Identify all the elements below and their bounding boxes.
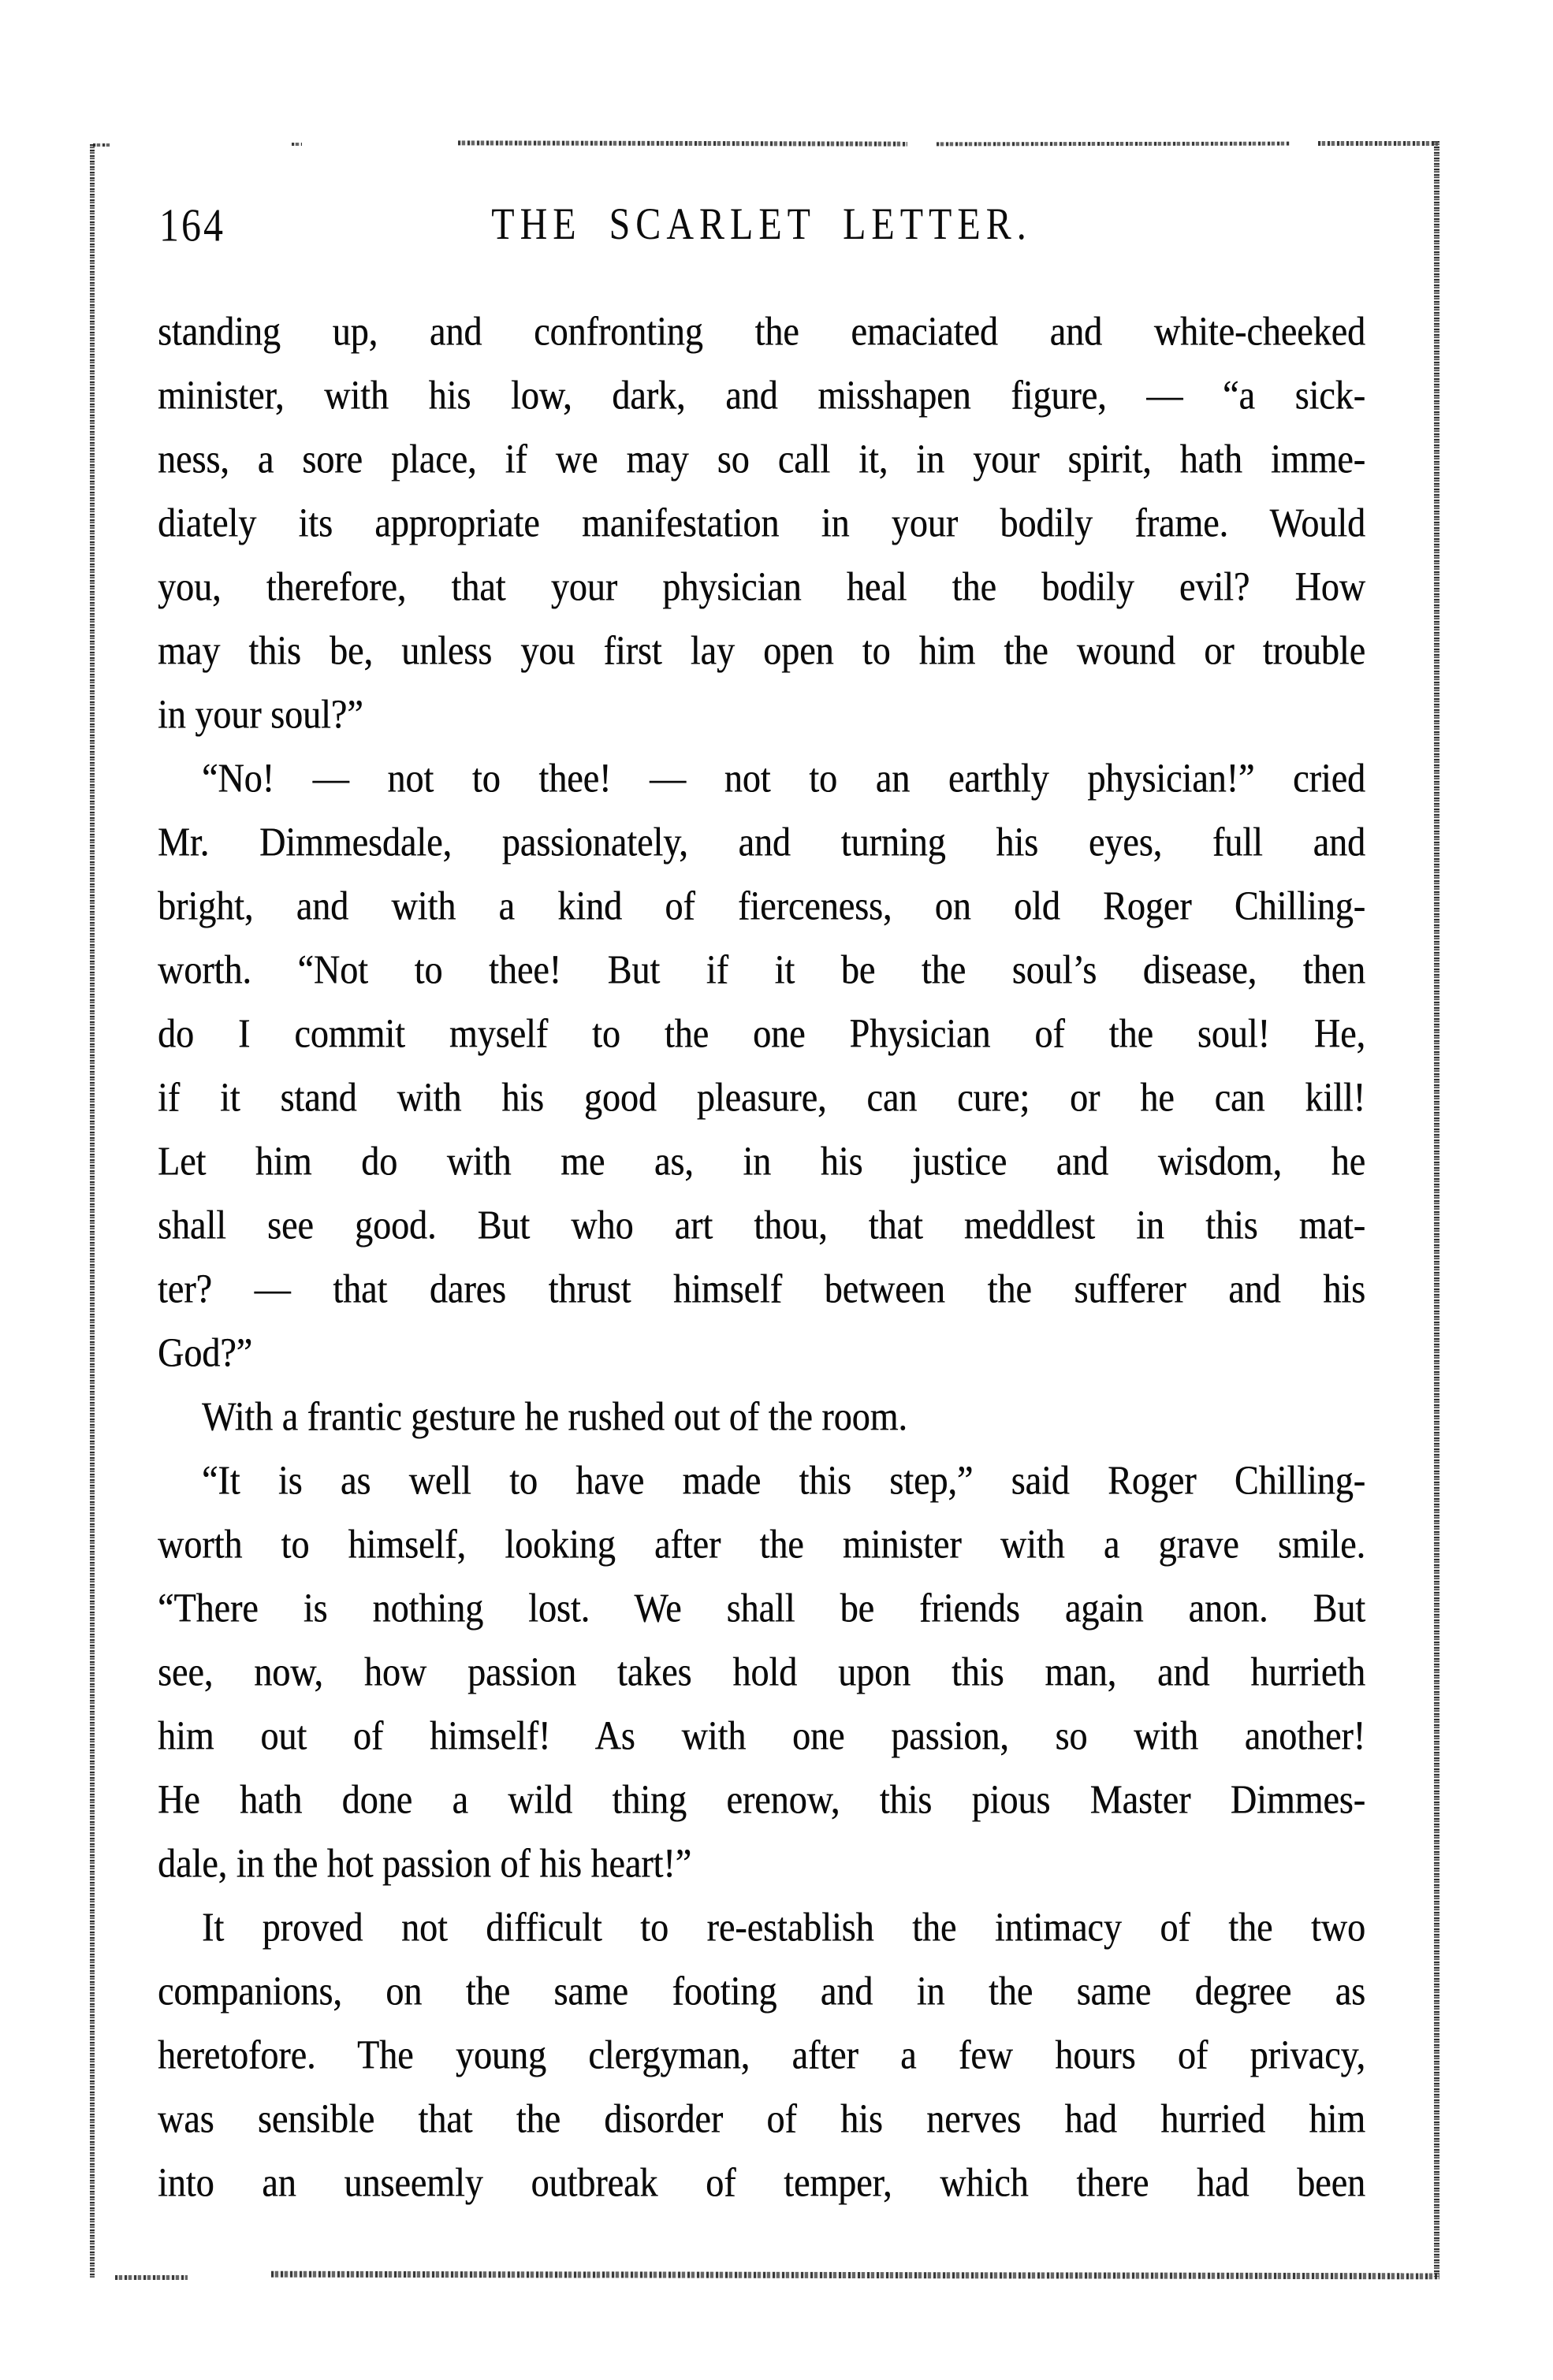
scan-edge-top-segment	[1318, 141, 1438, 146]
text-line-content: God?”	[158, 1329, 253, 1375]
text-line-content: into an unseemly outbreak of temper, which there had been	[158, 2159, 1365, 2205]
text-line-content: With a frantic gesture he rushed out of the room.	[202, 1393, 907, 1439]
text-line-content: standing up, and confronting the emaciated and white-cheeked	[158, 308, 1365, 354]
text-line	[158, 1515, 1365, 1579]
text-line	[158, 1642, 1365, 1706]
scan-edge-bottom-segment	[271, 2271, 1439, 2280]
text-line	[158, 1706, 1365, 1770]
text-line-content: dale, in the hot passion of his heart!”	[158, 1840, 692, 1886]
scan-edge-bottom-segment	[115, 2275, 188, 2280]
text-line-content: you, therefore, that your physician heal the bodily evil? How	[158, 563, 1365, 609]
text-line-content: him out of himself! As with one passion, so with another!	[158, 1712, 1365, 1758]
text-line-content: It proved not difficult to re-establish the intimacy of the two	[202, 1904, 1365, 1950]
text-line-content: “No! — not to thee! — not to an earthly physician!” cried	[202, 755, 1365, 801]
text-line	[158, 1196, 1365, 1259]
text-line-content: worth to himself, looking after the minister with a grave smile.	[158, 1521, 1365, 1567]
text-line-content: do I commit myself to the one Physician of the soul! He,	[158, 1010, 1365, 1056]
scan-edge-right	[1434, 141, 1439, 2277]
text-line	[158, 302, 1365, 366]
text-line-content: “There is nothing lost. We shall be friends again anon. But	[158, 1585, 1365, 1631]
text-line-content: see, now, how passion takes hold upon this man, and hurrieth	[158, 1649, 1365, 1694]
text-line	[158, 1387, 1365, 1451]
text-line-content: minister, with his low, dark, and misshapen figure, — “a sick-	[158, 372, 1365, 418]
text-line	[158, 1898, 1365, 1962]
text-line-content: ter? — that dares thrust himself between the sufferer and his	[158, 1266, 1365, 1311]
text-line-content: diately its appropriate manifestation in your bodily frame. Would	[158, 500, 1365, 545]
text-line	[158, 1962, 1365, 2025]
text-line	[158, 1068, 1365, 1132]
text-line-content: if it stand with his good pleasure, can cure; or he can kill!	[158, 1074, 1365, 1120]
text-line-content: He hath done a wild thing erenow, this pious Master Dimmes-	[158, 1776, 1365, 1822]
text-line	[158, 685, 1365, 749]
text-line-content: ness, a sore place, if we may so call it, in your spirit, hath imme-	[158, 436, 1365, 482]
text-line-content: in your soul?”	[158, 691, 363, 737]
text-line	[158, 876, 1365, 940]
text-line	[158, 1834, 1365, 1898]
text-line	[158, 2089, 1365, 2153]
text-line	[158, 493, 1365, 557]
text-line	[158, 1770, 1365, 1834]
scan-edge-top-tick	[292, 143, 302, 146]
text-line	[158, 813, 1365, 876]
text-line	[158, 1323, 1365, 1387]
text-line-content: Mr. Dimmesdale, passionately, and turning his eyes, full and	[158, 819, 1365, 865]
text-line	[158, 2153, 1365, 2217]
text-line-content: worth. “Not to thee! But if it be the soul’s disease, then	[158, 946, 1365, 992]
text-line	[158, 1259, 1365, 1323]
text-line-content: bright, and with a kind of fierceness, on old Roger Chilling-	[158, 883, 1365, 928]
text-line	[158, 940, 1365, 1004]
running-title: THE SCARLET LETTER.	[491, 199, 1032, 249]
text-line-content: Let him do with me as, in his justice and wisdom, he	[158, 1138, 1365, 1184]
text-line	[158, 1004, 1365, 1068]
text-line	[158, 1579, 1365, 1642]
scan-edge-top-segment	[458, 140, 907, 146]
scan-edge-left	[90, 144, 95, 2278]
text-line	[158, 1132, 1365, 1196]
page-body	[158, 302, 1365, 2217]
page-number: 164	[159, 199, 225, 251]
text-line	[158, 557, 1365, 621]
text-line	[158, 366, 1365, 430]
text-line	[158, 430, 1365, 493]
page-header	[158, 199, 1365, 251]
text-line-content: “It is as well to have made this step,” said Roger Chilling-	[202, 1457, 1365, 1503]
text-line-content: companions, on the same footing and in the same degree as	[158, 1968, 1365, 2014]
scan-edge-top-segment	[937, 142, 1290, 147]
scan-edge-top-tick	[93, 143, 110, 147]
text-line-content: heretofore. The young clergyman, after a few hours of privacy,	[158, 2032, 1365, 2077]
text-line-content: may this be, unless you first lay open to him the wound or trouble	[158, 627, 1365, 673]
text-line	[158, 2025, 1365, 2089]
text-line	[158, 621, 1365, 685]
text-line	[158, 749, 1365, 813]
text-line	[158, 1451, 1365, 1515]
text-line-content: shall see good. But who art thou, that meddlest in this mat-	[158, 1202, 1365, 1248]
text-line-content: was sensible that the disorder of his nerves had hurried him	[158, 2096, 1365, 2141]
